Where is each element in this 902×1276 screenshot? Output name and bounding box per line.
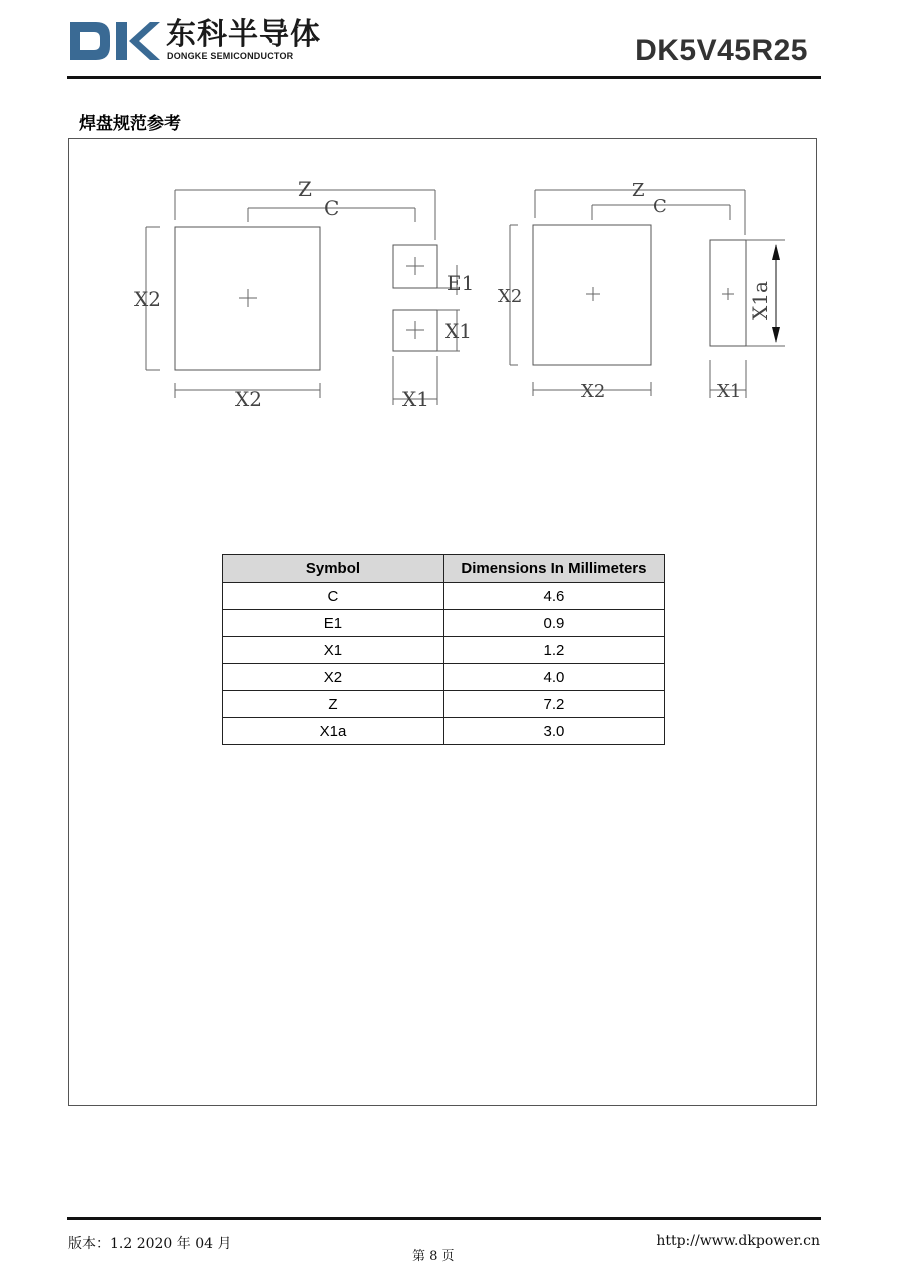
footer-version: 版本：1.2 2020 年 04 月 (68, 1236, 232, 1252)
right-x1a-label: X1a (748, 281, 772, 320)
company-logo-mark (70, 22, 160, 60)
footer-divider (67, 1217, 821, 1220)
cell-symbol: C (223, 583, 444, 610)
right-x1-horizontal-label: X1 (717, 381, 742, 402)
cell-value: 4.0 (443, 664, 664, 691)
cell-symbol: X2 (223, 664, 444, 691)
left-footprint (146, 190, 460, 405)
table-row (223, 637, 665, 664)
left-x2-vertical-label: X2 (134, 287, 161, 311)
left-z-label: Z (298, 177, 312, 201)
left-x1-vertical-label: X1 (445, 319, 472, 343)
header-divider (67, 76, 821, 79)
right-c-label: C (653, 196, 667, 217)
footer-page-number: 第 8 页 (412, 1249, 455, 1264)
column-header-dimensions: Dimensions In Millimeters (443, 555, 664, 583)
cell-symbol: X1 (223, 637, 444, 664)
dimension-table (222, 554, 665, 745)
pad-layout-diagram (120, 170, 810, 420)
table-row (223, 610, 665, 637)
right-z-label: Z (632, 180, 645, 201)
cell-value: 3.0 (443, 718, 664, 745)
left-x1-horizontal-label: X1 (402, 387, 429, 411)
cell-value: 0.9 (443, 610, 664, 637)
cell-value: 1.2 (443, 637, 664, 664)
cell-value: 7.2 (443, 691, 664, 718)
cell-value: 4.6 (443, 583, 664, 610)
right-footprint (510, 190, 785, 398)
cell-symbol: X1a (223, 718, 444, 745)
table-row (223, 583, 665, 610)
table-row (223, 718, 665, 745)
cell-symbol: E1 (223, 610, 444, 637)
section-title: 焊盘规范参考 (79, 114, 181, 134)
table-header-row (223, 555, 665, 583)
company-name-cn: 东科半导体 (166, 17, 321, 52)
table-row (223, 664, 665, 691)
column-header-symbol: Symbol (223, 555, 444, 583)
table-row (223, 691, 665, 718)
company-name-en: DONGKE SEMICONDUCTOR (167, 51, 294, 61)
right-x2-vertical-label: X2 (498, 286, 523, 307)
cell-symbol: Z (223, 691, 444, 718)
left-x2-horizontal-label: X2 (235, 387, 262, 411)
left-c-label: C (324, 196, 340, 220)
part-number: DK5V45R25 (635, 34, 808, 67)
right-x2-horizontal-label: X2 (581, 381, 606, 402)
left-e1-label: E1 (447, 271, 475, 295)
footer-url: http://www.dkpower.cn (656, 1233, 820, 1249)
